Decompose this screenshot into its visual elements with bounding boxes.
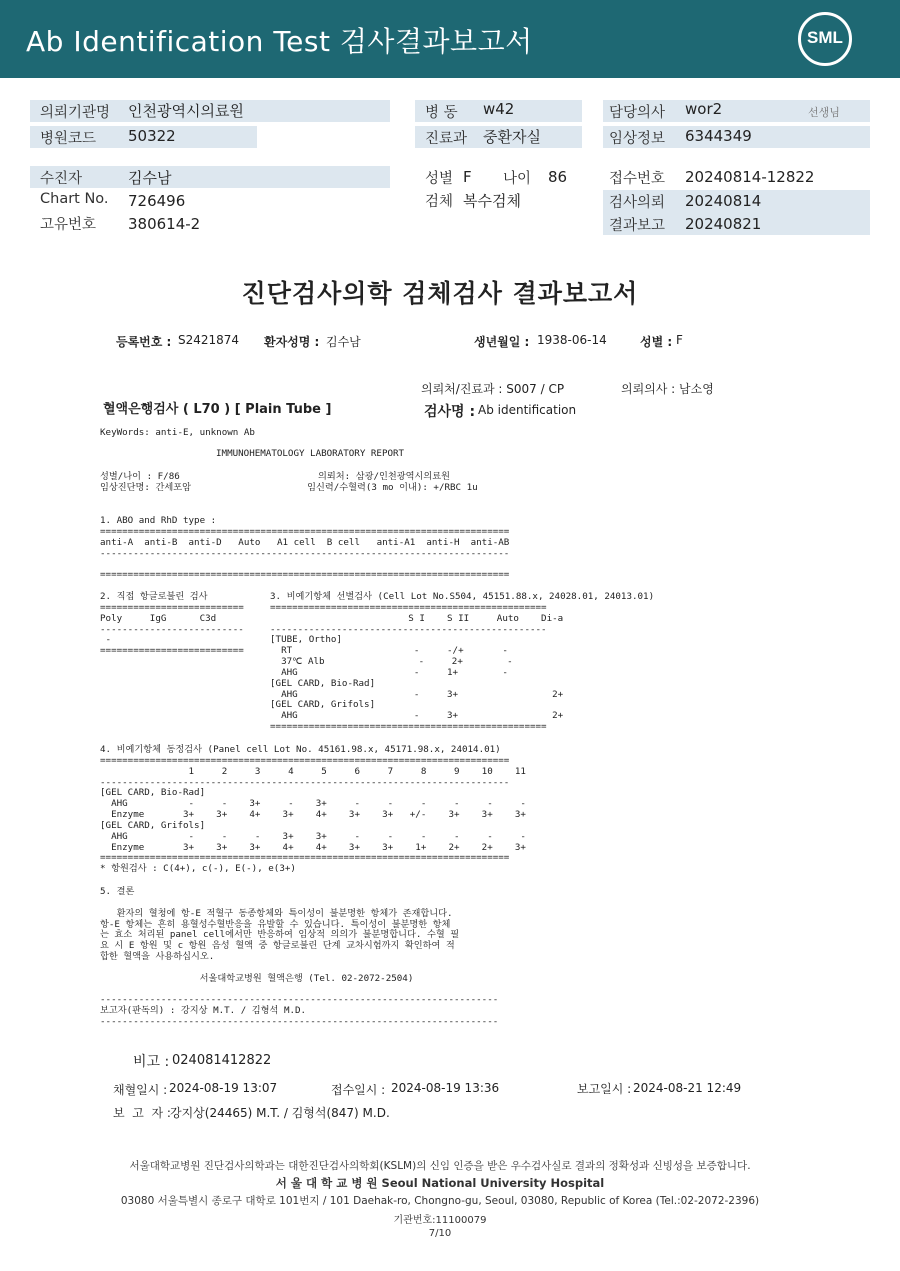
referral: 의뢰처/진료과 : S007 / CP bbox=[421, 382, 565, 396]
code-value: 50322 bbox=[128, 127, 176, 145]
result-label: 결과보고 bbox=[609, 218, 666, 234]
code-label: 병원코드 bbox=[40, 131, 97, 147]
ward-label: 병 동 bbox=[425, 105, 458, 121]
uid-value: 380614-2 bbox=[128, 215, 201, 233]
req-value: 20240814 bbox=[685, 192, 762, 210]
chart-value: 726496 bbox=[128, 192, 186, 210]
reg-label: 등록번호 : bbox=[116, 335, 172, 349]
section-dat: 2. 직접 항글로불린 검사 ========================== Poly IgG C3d -------------------------- - ========================== bbox=[100, 591, 244, 657]
specimen-label: 검체 bbox=[425, 194, 454, 210]
footer-hospital: 서 울 대 학 교 병 원 Seoul National University Hospital bbox=[275, 1176, 605, 1190]
report-line1: 성별/나이 : F/86 의뢰처: 삼광/인천광역시의료원 bbox=[100, 471, 451, 482]
section-identification: 4. 비예기항체 동정검사 (Panel cell Lot No. 45161.98.x, 45171.98.x, 24014.01) ========================================================================== 1 2 3 4 5 6 7 8 9 10 11 -------------------------------------------------------------------------- [GEL CARD, Bio-Rad] AHG - - 3+ - 3+ - - - - - - Enzyme 3+ 3+ 4+ 3+ 4+ 3+ 3+ +/- 3+ 3+ 3+ [GEL CARD, Grifols] AHG - - - 3+ 3+ - - - - - - Enzyme 3+ 3+ 3+ 4+ 4+ 3+ 3+ 1+ 2+ 2+ 3+ ========================================================================== * 항원검사 : C(4+), c(-), E(-), e(3+) bbox=[100, 744, 526, 875]
doctor-suffix: 선생님 bbox=[808, 106, 840, 119]
doctor-value: wor2 bbox=[685, 100, 723, 118]
age-value: 86 bbox=[548, 168, 568, 186]
specimen-value: 복수검체 bbox=[463, 192, 521, 210]
patient-value: 김수남 bbox=[128, 169, 172, 187]
receipt-label: 접수번호 bbox=[609, 171, 666, 187]
section-screening: 3. 비예기항체 선별검사 (Cell Lot No.S504, 45151.88.x, 24028.01, 24013.01) ================================================== S I S II Auto Di-a -------------------------------------------------- [TUBE, Ortho] RT - -/+ - 37℃ Alb - 2+ - AHG - 1+ - [GEL CARD, Bio-Rad] AHG - 3+ 2+ [GEL CARD, Grifols] AHG - 3+ 2+ ================================================== bbox=[270, 591, 655, 733]
dept-value: 중환자실 bbox=[483, 128, 541, 146]
ward-value: w42 bbox=[483, 100, 515, 118]
name-label: 환자성명 : bbox=[264, 335, 320, 349]
inst-value: 인천광역시의료원 bbox=[128, 102, 244, 120]
chart-label: Chart No. bbox=[40, 191, 109, 207]
clinical-label: 임상정보 bbox=[609, 131, 666, 147]
inst-label: 의뢰기관명 bbox=[40, 105, 111, 121]
sex-value: F bbox=[463, 168, 472, 186]
logo-text: SML bbox=[807, 28, 843, 47]
footer-inst-no: 기관번호:11100079 bbox=[393, 1215, 487, 1226]
age-label: 나이 bbox=[503, 171, 532, 187]
report-date-value: 2024-08-21 12:49 bbox=[633, 1081, 742, 1095]
document-title: 진단검사의학 검체검사 결과보고서 bbox=[241, 279, 639, 308]
clinical-value: 6344349 bbox=[685, 127, 752, 145]
receive-label: 접수일시 : bbox=[331, 1083, 386, 1097]
doctor-label: 담당의사 bbox=[609, 105, 666, 121]
result-value: 20240821 bbox=[685, 215, 762, 233]
section-abo: 1. ABO and RhD type : ========================================================================== anti-A anti-B anti-D Auto A1 cell B cell anti-A1 anti-H anti-AB -------------------------------------------------------------------------- ========================================================================== bbox=[100, 515, 510, 581]
sex-label: 성별 bbox=[425, 171, 454, 187]
dob-label: 생년월일 : bbox=[474, 335, 530, 349]
uid-label: 고유번호 bbox=[40, 217, 97, 233]
reporter-value: 강지상(24465) M.T. / 김형석(847) M.D. bbox=[170, 1106, 390, 1120]
req-label: 검사의뢰 bbox=[609, 195, 666, 211]
receive-value: 2024-08-19 13:36 bbox=[391, 1081, 500, 1095]
page-number: 7/10 bbox=[428, 1228, 452, 1239]
receipt-value: 20240814-12822 bbox=[685, 168, 815, 186]
sml-logo bbox=[798, 12, 852, 66]
dept-label: 진료과 bbox=[425, 131, 468, 147]
keywords: KeyWords: anti-E, unknown Ab bbox=[100, 427, 255, 438]
report-date-label: 보고일시 : bbox=[577, 1082, 632, 1096]
sex-label-2: 성별 : bbox=[640, 335, 673, 349]
collect-label: 채혈일시 : bbox=[113, 1083, 168, 1097]
header-title: Ab Identification Test 검사결과보고서 bbox=[26, 25, 533, 58]
name-value: 김수남 bbox=[326, 335, 361, 349]
test-name-label: 검사명 : bbox=[424, 404, 476, 420]
section-conclusion: 5. 결론 환자의 혈청에 항-E 적혈구 동종항체와 특이성이 불분명한 항체가 존재합니다. 항-E 항체는 흔히 용혈성수혈반응을 유발할 수 있습니다. 특이성이 불분명한 항체 는 효소 처리된 panel cell에서만 반응하여 임상적 의의가 불분명합니다. 수혈 필 요 시 E 항원 및 c 항원 음성 혈액 중 항글로불린 단계 교차시험까지 확인하여 적 합한 혈액을 사용하십시오. 서울대학교병원 혈액은행 (Tel. 02-2072-2504) ------------------------------------------------------------------------ 보고자(판독의) : 강지상 M.T. / 김형석 M.D. ------------------------------------------------------------------------ bbox=[100, 886, 499, 1028]
info-bar bbox=[30, 166, 390, 188]
collect-value: 2024-08-19 13:07 bbox=[169, 1081, 278, 1095]
reg-value: S2421874 bbox=[178, 333, 240, 347]
dob-value: 1938-06-14 bbox=[537, 333, 607, 347]
report-line2: 임상진단명: 간세포암 임신력/수혈력(3 mo 이내): +/RBC 1u bbox=[100, 482, 478, 493]
sex-value-2: F bbox=[676, 333, 683, 347]
ref-doctor: 의뢰의사 : 남소영 bbox=[621, 382, 714, 396]
report-header bbox=[0, 0, 900, 78]
test-group: 혈액은행검사 ( L70 ) [ Plain Tube ] bbox=[103, 402, 332, 417]
note-value: 024081412822 bbox=[172, 1053, 272, 1068]
footer-cert: 서울대학교병원 진단검사의학과는 대한진단검사의학회(KSLM)의 신임 인증을 받은 우수검사실로 결과의 정확성과 신빙성을 보증합니다. bbox=[129, 1160, 751, 1172]
reporter-label: 보 고 자 : bbox=[113, 1106, 171, 1120]
report-title: IMMUNOHEMATOLOGY LABORATORY REPORT bbox=[216, 448, 405, 459]
note-label: 비고 : bbox=[133, 1054, 170, 1070]
test-name-value: Ab identification bbox=[478, 403, 577, 417]
patient-label: 수진자 bbox=[40, 171, 83, 187]
footer-address: 03080 서울특별시 종로구 대학로 101번지 / 101 Daehak-ro, Chongno-gu, Seoul, 03080, Republic of Korea (Tel.:02-2072-2396) bbox=[120, 1195, 760, 1207]
